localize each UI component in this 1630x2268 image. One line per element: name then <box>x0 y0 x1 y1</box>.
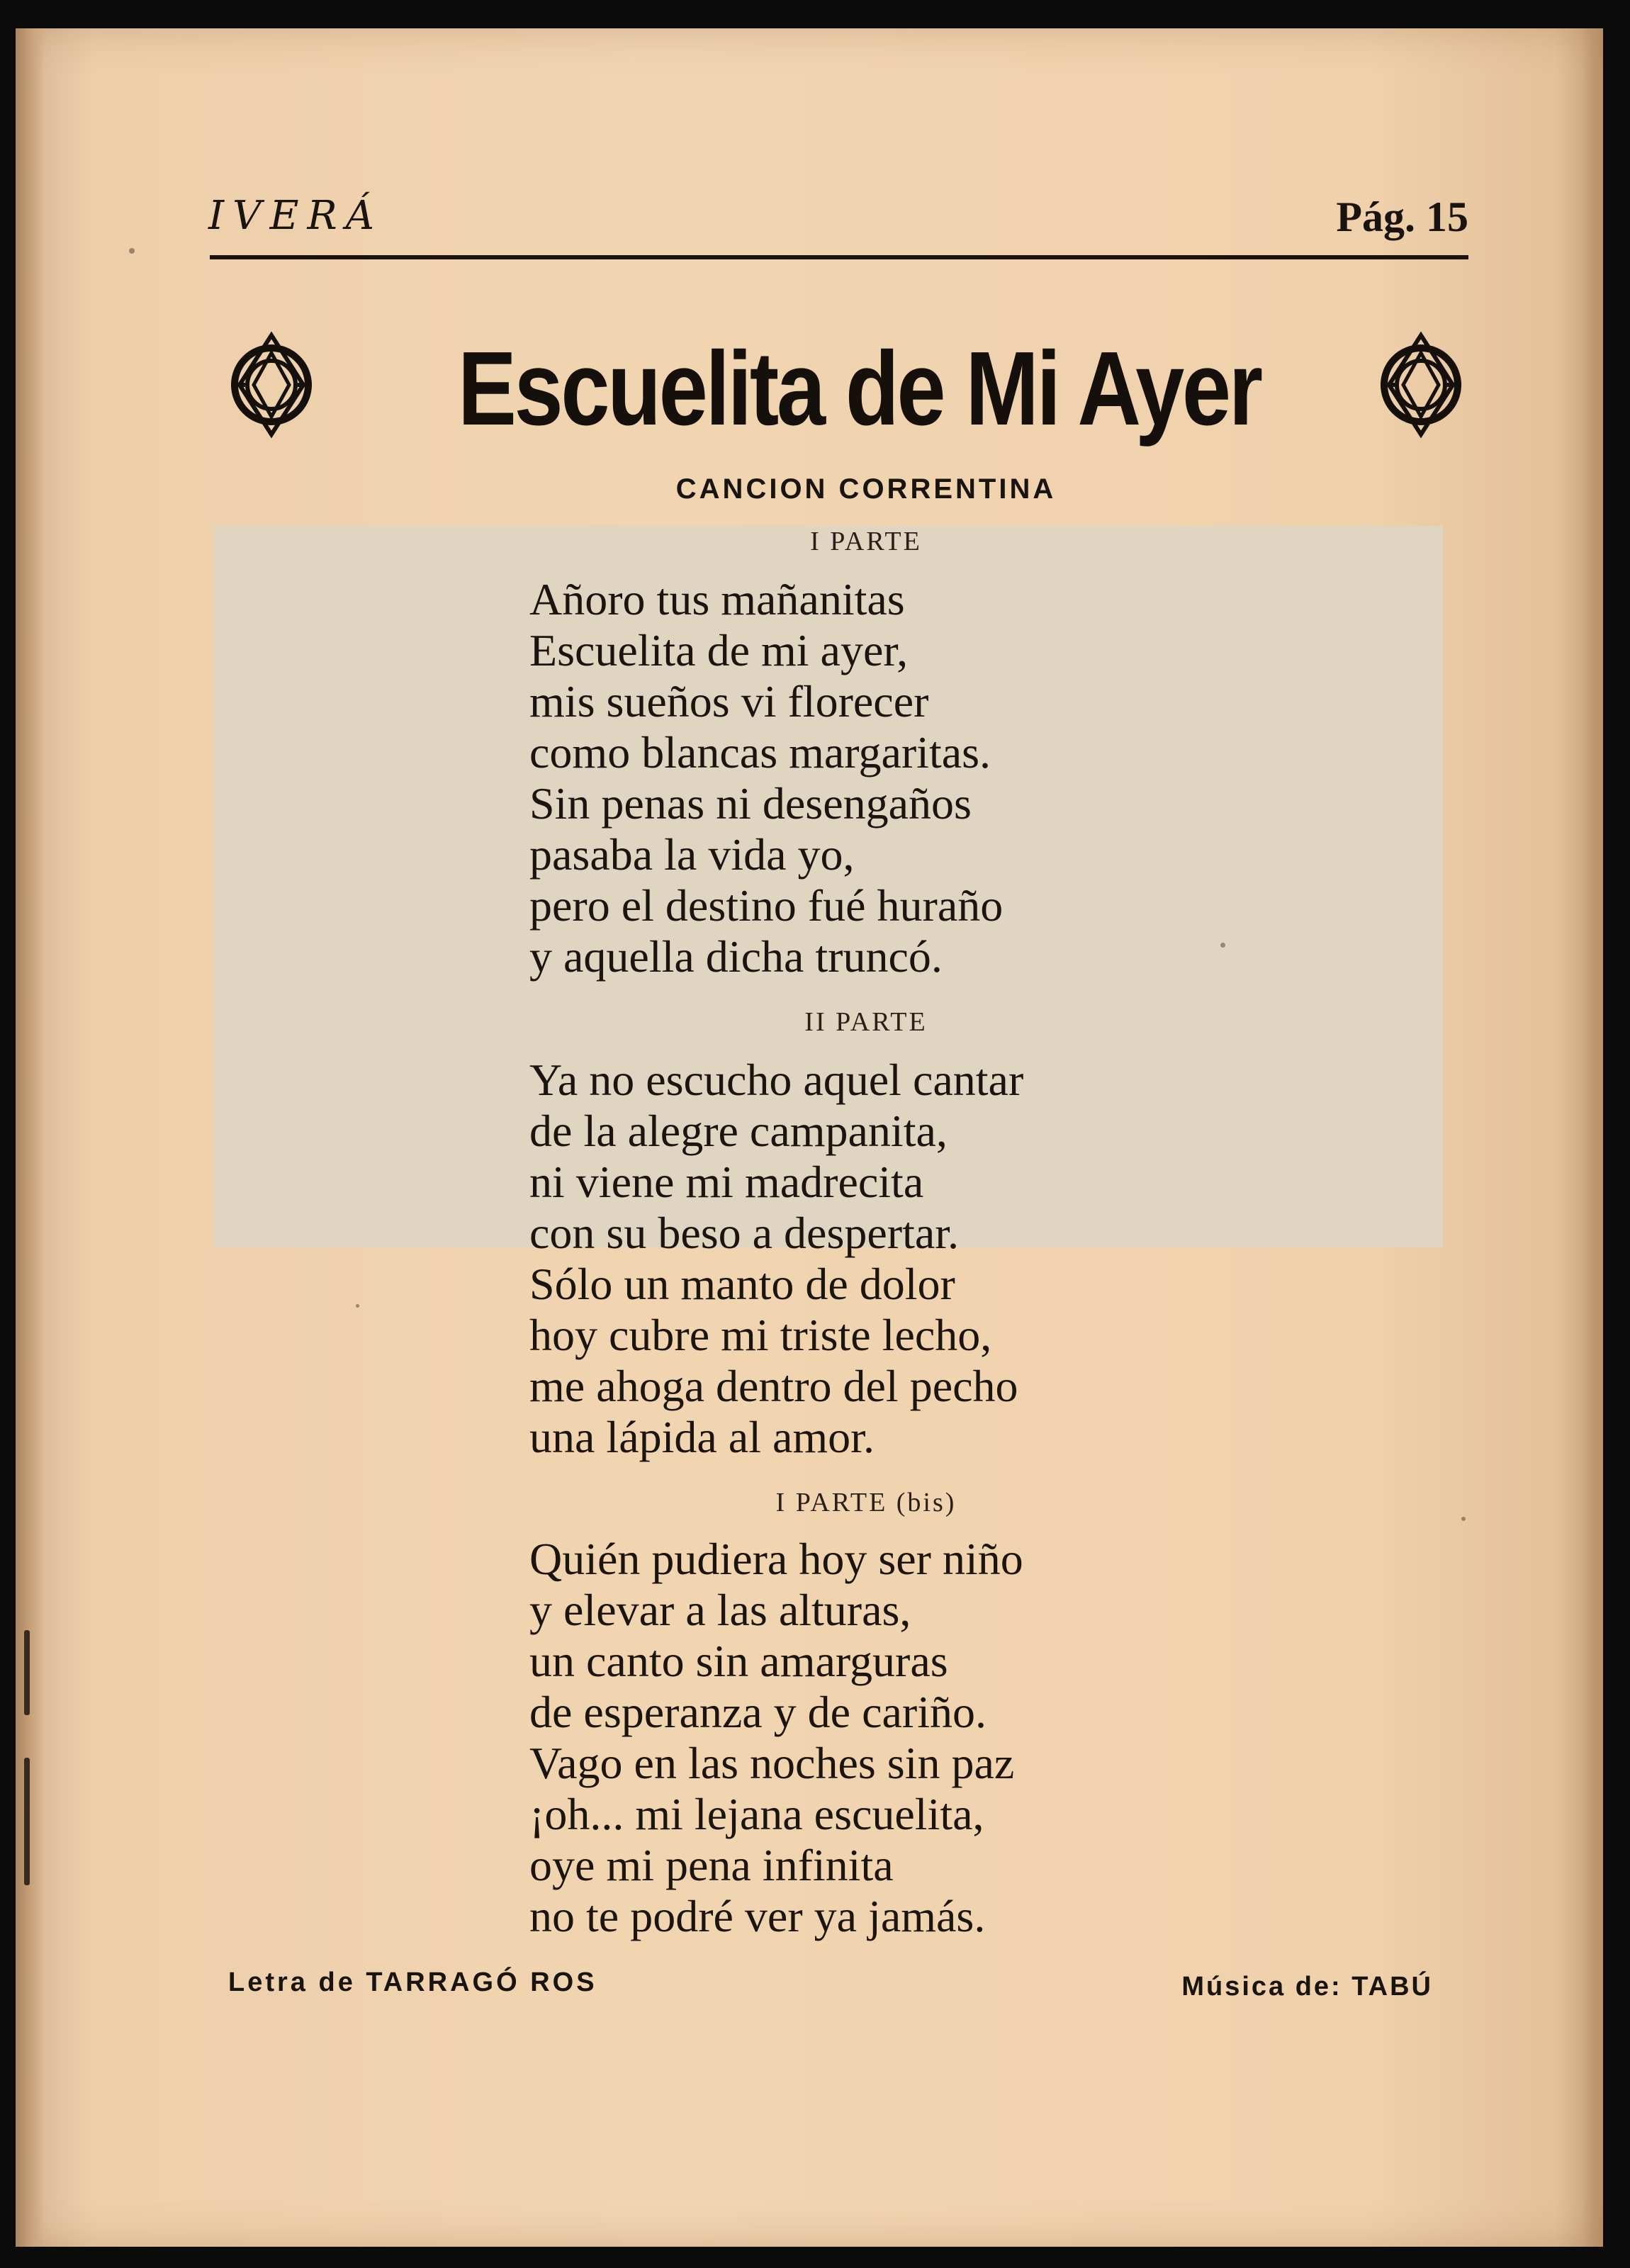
music-credit: Música de: TABÚ <box>1181 1972 1433 2002</box>
verse-line: con su beso a despertar. <box>529 1208 960 1258</box>
verse-line: Sin penas ni desengaños <box>529 778 972 829</box>
page-spine-shadow <box>16 28 44 2247</box>
verse-line: mis sueños vi florecer <box>529 676 929 726</box>
verse-line: Escuelita de mi ayer, <box>529 625 909 675</box>
verse-line: ni viene mi madrecita <box>529 1157 924 1207</box>
song-subtitle: CANCION CORRENTINA <box>675 473 1057 505</box>
paper-speck <box>1461 1517 1466 1521</box>
celtic-knot-ornament-icon <box>1368 325 1474 445</box>
verse-line: pero el destino fué huraño <box>529 880 1004 931</box>
song-title: Escuelita de Mi Ayer <box>458 330 1261 447</box>
page-number: Pág. 15 <box>1336 193 1468 240</box>
verse-line: Sólo un manto de dolor <box>529 1259 955 1309</box>
celtic-knot-ornament-icon <box>218 325 325 445</box>
verse-line: oye mi pena infinita <box>529 1840 894 1890</box>
verse-line: un canto sin amarguras <box>529 1636 948 1686</box>
verse-line: y elevar a las alturas, <box>529 1585 911 1635</box>
verse-line: Vago en las noches sin paz <box>529 1738 1015 1788</box>
section-label: I PARTE (bis) <box>775 1488 957 1517</box>
page-edge-shadow <box>1582 28 1603 2247</box>
section-label: II PARTE <box>804 1007 928 1037</box>
book-page <box>16 28 1603 2247</box>
verse-line: Añoro tus mañanitas <box>529 574 905 624</box>
verse-line: una lápida al amor. <box>529 1412 875 1462</box>
verse-line: Ya no escucho aquel cantar <box>529 1055 1024 1105</box>
paper-speck <box>356 1304 359 1308</box>
verse-line: me ahoga dentro del pecho <box>529 1361 1018 1411</box>
verse-line: como blancas margaritas. <box>529 727 991 777</box>
lyrics-credit: Letra de TARRAGÓ ROS <box>228 1967 597 1997</box>
verse-line: y aquella dicha truncó. <box>529 931 943 982</box>
stanza <box>529 1055 1238 1463</box>
stanza <box>529 574 1238 982</box>
section-label: I PARTE <box>810 527 922 556</box>
paper-speck <box>129 248 135 254</box>
stanza <box>529 1534 1238 1942</box>
verse-line: de esperanza y de cariño. <box>529 1687 987 1737</box>
running-title: IVERÁ <box>208 193 383 239</box>
verse-line: pasaba la vida yo, <box>529 829 855 880</box>
verse-line: de la alegre campanita, <box>529 1106 948 1156</box>
header-rule <box>210 255 1468 259</box>
binding-thread <box>24 1630 30 1715</box>
verse-line: Quién pudiera hoy ser niño <box>529 1534 1023 1584</box>
paper-speck <box>1220 943 1225 948</box>
binding-thread <box>24 1758 30 1885</box>
verse-line: hoy cubre mi triste lecho, <box>529 1310 992 1360</box>
verse-line: no te podré ver ya jamás. <box>529 1891 986 1941</box>
verse-line: ¡oh... mi lejana escuelita, <box>529 1789 984 1839</box>
